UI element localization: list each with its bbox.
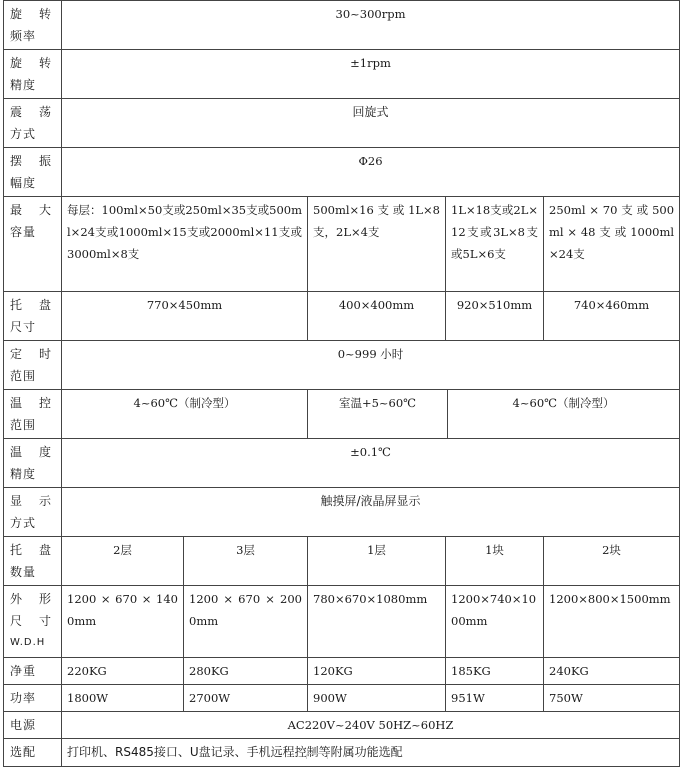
row-label-shake: 震 荡 方式 — [4, 99, 62, 148]
row-label-dimensions: 外 形 尺 寸 W.D.H — [4, 586, 62, 658]
cell-tray-size-3: 920×510mm — [446, 292, 544, 341]
cell-dimensions-3: 780×670×1080mm — [308, 586, 446, 658]
table-row — [4, 488, 680, 537]
row-label-tray-size: 托 盘 尺寸 — [4, 292, 62, 341]
cell-tray-size-2: 400×400mm — [308, 292, 446, 341]
row-label-swing: 摆 振 幅度 — [4, 148, 62, 197]
cell-speed: 30~300rpm — [62, 1, 680, 50]
row-label-capacity: 最 大 容量 — [4, 197, 62, 292]
cell-supply: AC220V~240V 50HZ~60HZ — [62, 712, 680, 739]
table-row — [4, 586, 680, 658]
cell-temp-range-1: 4~60℃（制冷型） — [62, 390, 308, 439]
table-row — [4, 50, 680, 99]
cell-tray-count-3: 1层 — [308, 537, 446, 586]
cell-power-2: 2700W — [184, 685, 308, 712]
row-label-weight: 净重 — [4, 658, 62, 685]
row-label-tray-count: 托 盘 数量 — [4, 537, 62, 586]
cell-weight-3: 120KG — [308, 658, 446, 685]
cell-display: 触摸屏/液晶屏显示 — [62, 488, 680, 537]
cell-dimensions-2: 1200 × 670 × 2000mm — [184, 586, 308, 658]
row-label-options: 选配 — [4, 739, 62, 767]
cell-weight-2: 280KG — [184, 658, 308, 685]
cell-options: 打印机、RS485接口、U盘记录、手机远程控制等附属功能选配 — [62, 739, 680, 767]
table-row — [4, 148, 680, 197]
cell-shake: 回旋式 — [62, 99, 680, 148]
row-label-temp-range: 温 控 范围 — [4, 390, 62, 439]
table-row — [4, 292, 680, 341]
table-row — [4, 685, 680, 712]
cell-timer: 0~999 小时 — [62, 341, 680, 390]
cell-precision: ±1rpm — [62, 50, 680, 99]
table-row — [4, 537, 680, 586]
table-row — [4, 197, 680, 292]
cell-weight-5: 240KG — [544, 658, 680, 685]
cell-capacity-1: 每层：100ml×50支或250ml×35支或500ml×24支或1000ml×15支或2000ml×11支或3000ml×8支 — [62, 197, 308, 292]
cell-dimensions-1: 1200 × 670 × 1400mm — [62, 586, 184, 658]
row-label-temp-precision: 温 度 精度 — [4, 439, 62, 488]
cell-temp-range-3: 4~60℃（制冷型） — [448, 390, 680, 439]
cell-swing: Φ26 — [62, 148, 680, 197]
scroll-indicator — [306, 753, 328, 759]
row-label-precision: 旋 转 精度 — [4, 50, 62, 99]
cell-tray-size-4: 740×460mm — [544, 292, 680, 341]
row-label-timer: 定 时 范围 — [4, 341, 62, 390]
table-row — [4, 658, 680, 685]
cell-capacity-2: 500ml×16支或1L×8支，2L×4支 — [308, 197, 446, 292]
cell-tray-count-1: 2层 — [62, 537, 184, 586]
cell-dimensions-5: 1200×800×1500mm — [544, 586, 680, 658]
table-row — [4, 1, 680, 50]
cell-dimensions-4: 1200×740×1000mm — [446, 586, 544, 658]
cell-power-4: 951W — [446, 685, 544, 712]
cell-tray-count-4: 1块 — [446, 537, 544, 586]
table-row — [4, 739, 680, 767]
row-label-speed: 旋 转 频率 — [4, 1, 62, 50]
cell-weight-1: 220KG — [62, 658, 184, 685]
cell-temp-range-2: 室温+5~60℃ — [308, 390, 448, 439]
table-row — [4, 712, 680, 739]
cell-temp-precision: ±0.1℃ — [62, 439, 680, 488]
table-row — [4, 341, 680, 390]
row-label-power: 功率 — [4, 685, 62, 712]
cell-capacity-3: 1L×18支或2L×12支或3L×8支或5L×6支 — [446, 197, 544, 292]
cell-weight-4: 185KG — [446, 658, 544, 685]
cell-power-1: 1800W — [62, 685, 184, 712]
cell-tray-count-2: 3层 — [184, 537, 308, 586]
cell-power-3: 900W — [308, 685, 446, 712]
table-row — [4, 439, 680, 488]
cell-tray-size-1: 770×450mm — [62, 292, 308, 341]
cell-tray-count-5: 2块 — [544, 537, 680, 586]
row-label-supply: 电源 — [4, 712, 62, 739]
row-label-display: 显 示 方式 — [4, 488, 62, 537]
table-row — [4, 99, 680, 148]
spec-table — [3, 0, 680, 767]
cell-power-5: 750W — [544, 685, 680, 712]
cell-capacity-4: 250ml × 70 支 或 500ml × 48 支 或 1000ml×24支 — [544, 197, 680, 292]
table-row — [4, 390, 680, 439]
